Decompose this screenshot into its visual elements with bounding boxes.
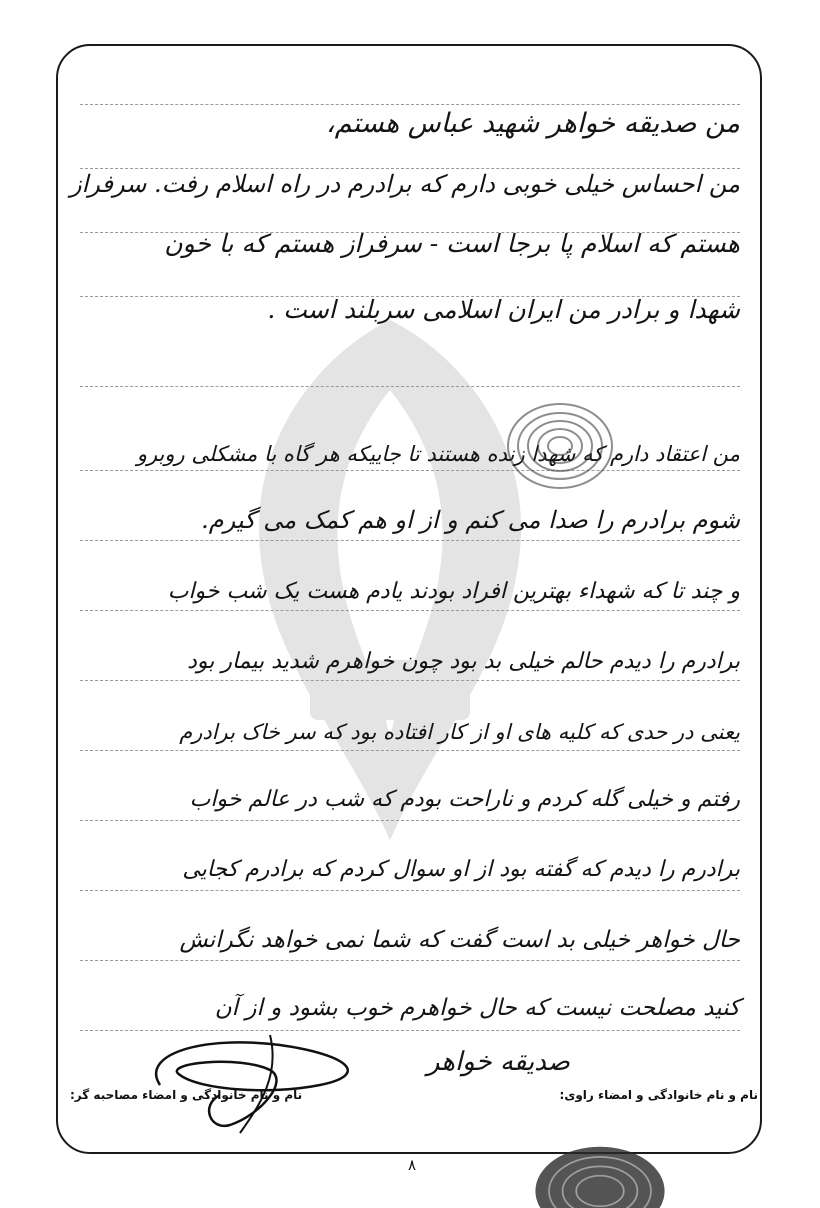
- letter-line: برادرم را دیدم که گفته بود از او سوال کردم که برادرم کجایی: [182, 857, 740, 882]
- ruled-line: [80, 386, 740, 387]
- letter-line: و چند تا که شهداء بهترین افراد بودند یادم هست یک شب خواب: [167, 579, 740, 604]
- letter-line: حال خواهر خیلی بد است گفت که شما نمی خواهد نگرانش: [179, 927, 740, 953]
- interviewer-signature-label: نام و نام خانوادگی و امضاء مصاحبه گر:: [70, 1088, 303, 1102]
- page-number: ۸: [407, 1156, 417, 1174]
- letter-line: من احساس خیلی خوبی دارم که برادرم در راه اسلام رفت. سرفراز: [70, 170, 740, 198]
- letter-line: شوم برادرم را صدا می کنم و از او هم کمک می گیرم.: [201, 506, 740, 534]
- letter-line: من اعتقاد دارم که شهدا زنده هستند تا جاییکه هر گاه با مشکلی روبرو: [136, 442, 740, 466]
- letter-line: رفتم و خیلی گله کردم و ناراحت بودم که شب در عالم خواب: [189, 787, 740, 812]
- letter-line: یعنی در حدی که کلیه های او از کار افتاده بود که سر خاک برادرم: [179, 720, 740, 744]
- family-signature-label: نام و نام خانوادگی و امضاء راوی:: [559, 1088, 758, 1102]
- ruled-line: [80, 1030, 740, 1031]
- letter-line: برادرم را دیدم حالم خیلی بد بود چون خواهرم شدید بیمار بود: [187, 649, 740, 674]
- letter-line: کنید مصلحت نیست که حال خواهرم خوب بشود و از آن: [214, 995, 740, 1021]
- ruled-line: [80, 960, 740, 961]
- letter-line: من صدیقه خواهر شهید عباس هستم،: [326, 108, 740, 139]
- ruled-line: [80, 540, 740, 541]
- ruled-line: [80, 820, 740, 821]
- family-signature: صدیقه خواهر: [426, 1047, 570, 1077]
- ruled-line: [80, 890, 740, 891]
- letter-line: هستم که اسلام پا برجا است - سرفراز هستم که با خون: [164, 229, 740, 258]
- letter-line: شهدا و برادر من ایران اسلامی سربلند است .: [267, 295, 740, 324]
